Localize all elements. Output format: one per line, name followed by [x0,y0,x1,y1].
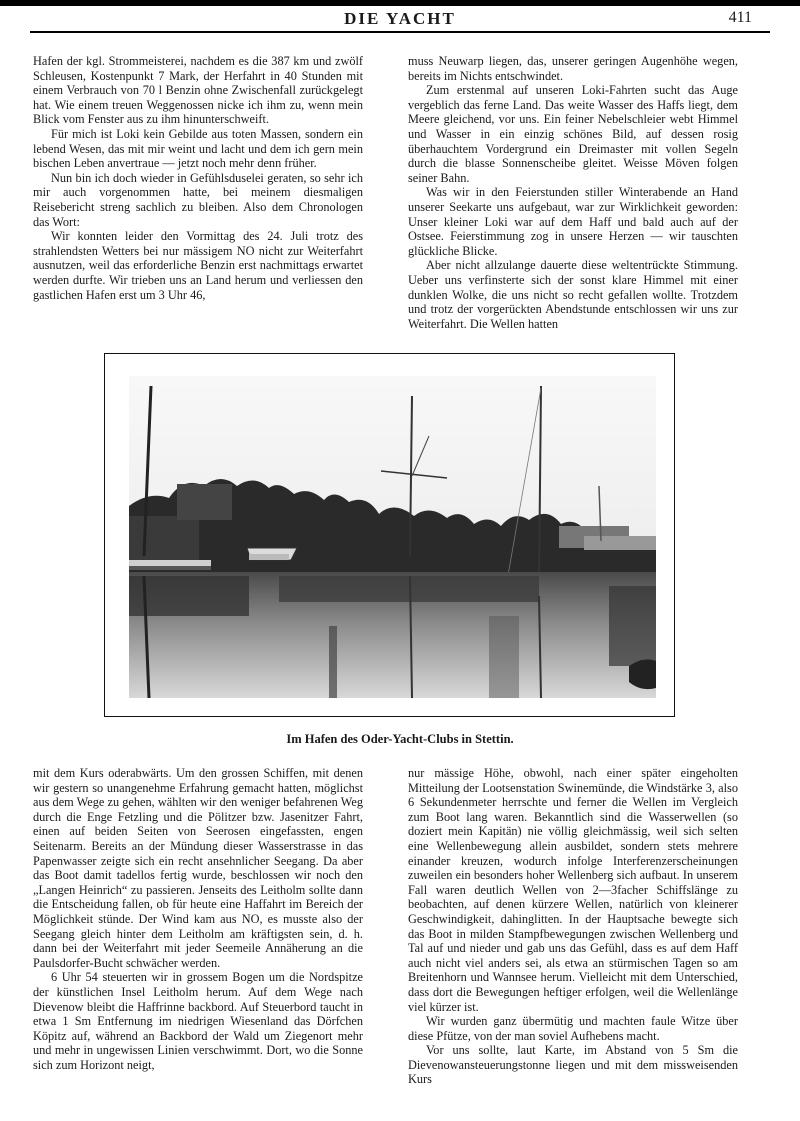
paragraph: mit dem Kurs oderabwärts. Um den grossen Schiffen, mit denen wir gestern so unangenehme Erfahrung gemacht hatten, möglichst aus dem Wege zu gehen, wählten wir den weniger befahrenen Weg durch die Enge Fetzling und die Pölitzer bzw. Jasenitzer Fahrt, einen auf beiden Seiten von Seerosen eingefassten, engen Seitenarm. Bereits an der Mündung dieser Wasserstrasse in das Papenwasser zeigte sich ein recht ansehnlicher Seegang. Da aber das Boot damit tadellos fertig wurde, beschlossen wir noch den „Langen Heinrich“ zu passieren. Jenseits des Leitholm sollte dann die Entscheidung fallen, ob für heute eine Haffahrt im Bereich der Möglichkeit stünde. Der Wind kam aus NO, es musste also der Seegang gleich hinter dem Leitholm am kräftigsten sein, d. h. dann bei der Weiterfahrt mit jeder Seemeile Annäherung an die Paulsdorfer-Bucht schwächer werden. [33,766,363,970]
page-top-bar [0,0,800,6]
paragraph: Hafen der kgl. Strommeisterei, nachdem es die 387 km und zwölf Schleusen, Kostenpunkt 7 Mark, der Herfahrt in 40 Stunden mit einem Verbrauch von 70 l Benzin ohne Zwischenfall zurückgelegt hat. Wie einem treuen Weggenossen nicke ich ihm zu, wenn mein Blick vom Fenster aus zu ihm hinunterschweift. [33,54,363,127]
paragraph: 6 Uhr 54 steuerten wir in grossem Bogen um die Nordspitze der künstlichen Insel Leitholm herum. Auf dem Wege nach Dievenow bleibt die Haffrinne backbord. Auf Steuerbord taucht in etwa 1 Sm Entfernung im niedrigen Wiesenland das Dörfchen Köpitz auf, während an Backbord der Wald um Ziegenort mehr und mehr in ungewissen Linien verschwimmt. Dort, wo die Sonne sich zum Horizont neigt, [33,970,363,1072]
header-rule [30,31,770,33]
column-bottom-right [408,766,738,1087]
page-number: 411 [728,9,752,26]
photo-caption: Im Hafen des Oder-Yacht-Clubs in Stettin. [286,732,514,746]
paragraph: Für mich ist Loki kein Gebilde aus toten Massen, sondern ein lebend Wesen, das mit mir weint und lacht und dem ich gern mein bischen Leben anvertraue — jetzt noch mehr denn früher. [33,126,363,171]
harbor-photo [129,376,656,698]
paragraph: Wir wurden ganz übermütig und machten faule Witze über diese Pfütze, von der man soviel Aufhebens macht. [408,1014,738,1043]
paragraph: muss Neuwarp liegen, das, unserer geringen Augenhöhe wegen, bereits im Nichts entschwindet. [408,54,738,83]
paragraph: Zum erstenmal auf unseren Loki-Fahrten sucht das Auge vergeblich das ferne Land. Das weite Wasser des Haffs liegt, dem Meere gleichend, vor uns. Ein feiner Nebelschleier webt Himmel und Wasser in ein einzig schönes Bild, auf dessen rosig überhauchtem Vordergrund ein Dreimaster mit vollen Segeln durch die blasse Sonnenscheibe gleitet. Weisse Möven folgen seiner Bahn. [408,83,738,185]
harbor-photo-illustration [129,376,656,698]
running-header-title: DIE YACHT [344,9,456,28]
paragraph: Aber nicht allzulange dauerte diese weltentrückte Stimmung. Ueber uns verfinsterte sich der sonst klare Himmel mit einer dunklen Wolke, die uns nicht so recht gefallen wollte. Trotzdem und trotz der vorgerückten Abendstunde entschlossen wir uns zur Weiterfahrt. Die Wellen hatten [408,258,738,331]
paragraph: nur mässige Höhe, obwohl, nach einer später eingeholten Mitteilung der Lootsenstation Swinemünde, die Windstärke 3, also 6 Sekundenmeter herrschte und ferner die Wellen im Vergleich zum Boot lang waren. Bekanntlich sind die Wasserwellen (so doziert mein Kapitän) nie völlig gleichmässig, weil sich selten eine Wellenbewegung allein ausbildet, sondern stets mehrere einander kreuzen, wodurch infolge Interferenzerscheinungen zuweilen ein besonders hoher Wellenberg sich aufbaut. In unserem Fall waren deutlich Wellen von 2—3facher Schiffslänge zu beobachten, auf denen kürzere Wellen, natürlich von kleinerer Geschwindigkeit, dahinglitten. In der Hauptsache bewegte sich das Boot in milden Stampfbewegungen zwischen Wellenberg und Tal auf und nieder und gab uns das Gefühl, dass es auf dem Haff auch nicht viel anders sei, als etwa an stürmischen Tagen so am Breitenhorn und Wannsee herum. Vielleicht mit dem Unterschied, dass dort die Bewegungen heftiger erfolgen, weil die Wellenlänge viel kürzer ist. [408,766,738,1014]
paragraph: Wir konnten leider den Vormittag des 24. Juli trotz des strahlendsten Wetters bei nur mässigem NO nicht zur Weiterfahrt ausnutzen, weil das erforderliche Benzin erst nachmittags erwartet werden durfte. Wir trieben uns an Land herum und verliessen den gastlichen Hafen erst um 3 Uhr 46, [33,229,363,302]
column-bottom-left [33,766,363,1072]
column-top-right [408,54,738,331]
column-top-left [33,54,363,302]
paragraph: Vor uns sollte, laut Karte, im Abstand von 5 Sm die Dievenowansteuerungstonne liegen und mit dem missweisenden Kurs [408,1043,738,1087]
photo-frame [104,353,675,717]
paragraph: Was wir in den Feierstunden stiller Winterabende an Hand unserer Seekarte uns aufgebaut, war zur Wirklichkeit geworden: Unser kleiner Loki war auf dem Haff und bald auch auf der Ostsee. Feierstimmung zog in unsere Herzen — wir tauschten glückliche Blicke. [408,185,738,258]
paragraph: Nun bin ich doch wieder in Gefühlsduselei geraten, so sehr ich mir auch vorgenommen hatte, bei meinem diesmaligen Reisebericht streng sachlich zu bleiben. Also dem Chronologen das Wort: [33,170,363,229]
